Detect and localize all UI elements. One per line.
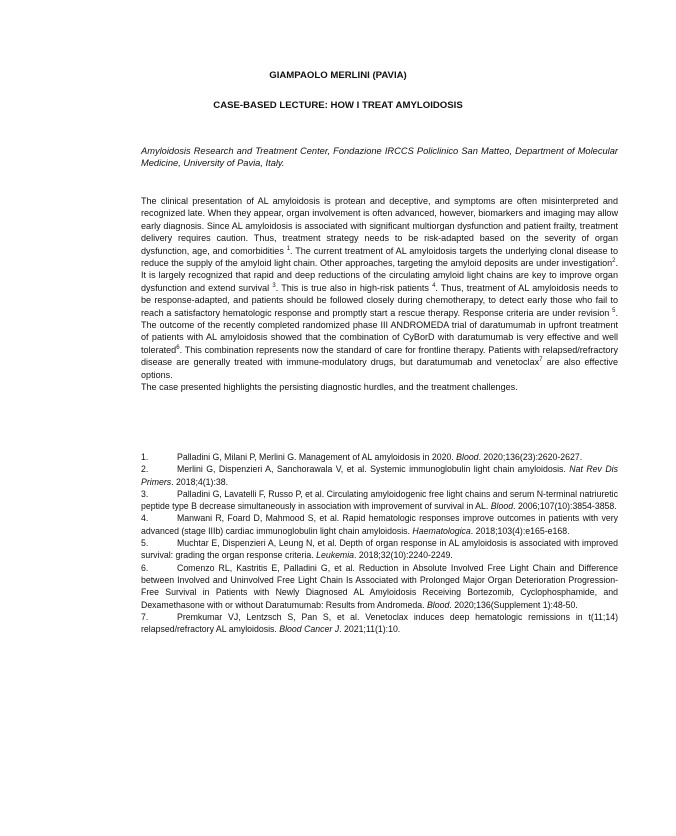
reference-item: 2. Merlini G, Dispenzieri A, Sanchorawala V, et al. Systemic immunoglobulin light chain amyloidosis. Nat Rev Dis Primers. 2018;4(1):38. <box>141 464 618 487</box>
lecture-title: CASE-BASED LECTURE: HOW I TREAT AMYLOIDOSIS <box>213 100 463 111</box>
reference-item: 6. Comenzo RL, Kastritis E, Palladini G, et al. Reduction in Absolute Involved Free Light Chain and Difference between Involved and Uninvolved Free Light Chain Is Associated with Prolonged Major Organ Deterioration Progression-Free Survival in Patients with Newly Diagnosed AL Amyloidosis Receiving Bortezomib, Cyclophosphamide, and Dexamethasone with or without Daratumumab: Results from Andromeda. Blood. 2020;136(Supplement 1):48-50. <box>141 562 618 610</box>
author-heading: GIAMPAOLO MERLINI (PAVIA) <box>269 70 407 81</box>
affiliation: Amyloidosis Research and Treatment Center, Fondazione IRCCS Policlinico San Matteo, Department of Molecular Medicine, University of Pavia, Italy. <box>141 146 618 169</box>
reference-item: 1. Palladini G, Milani P, Merlini G. Management of AL amyloidosis in 2020. Blood. 2020;136(23):2620-2627. <box>141 452 583 462</box>
citation-1: 1 <box>286 245 291 252</box>
reference-item: 4. Manwani R, Foard D, Mahmood S, et al. Rapid hematologic responses improve outcomes in patients with very advanced (stage IIIb) cardiac immunoglobulin light chain amyloidosis. Haematologica. 2018;103(4):e165-e168. <box>141 513 618 536</box>
reference-item: 5. Muchtar E, Dispenzieri A, Leung N, et al. Depth of organ response in AL amyloidosis is associated with improved survival: grading the organ response criteria. Leukemia. 2018;32(10):2240-2249. <box>141 538 618 561</box>
reference-item: 7. Premkumar VJ, Lentzsch S, Pan S, et al. Venetoclax induces deep hematologic remissions in t(11;14) relapsed/refractory AL amyloidosis. Blood Cancer J. 2021;11(1):10. <box>141 611 618 635</box>
reference-list <box>141 451 618 635</box>
citation-4: 4 <box>432 282 436 289</box>
citation-3: 3 <box>272 282 276 289</box>
abstract-paragraph: The clinical presentation of AL amyloidosis is protean and deceptive, and symptoms are often misinterpreted and recognized late. When they appear, organ involvement is often advanced, however, biomarkers and imaging may allow early diagnosis. Since AL amyloidosis is associated with significant multiorgan dysfunction and patient frailty, treatment delivery requires caution. Thus, treatment strategy needs to be risk-adapted based on the severity of organ dysfunction, age, and comorbidities $^1$. The current treatment of AL amyloidosis targets the underlying clonal disease to reduce the supply of the amyloid light chain. Other approaches, targeting the amyloid deposits are under investigation$^2$. It is largely recognized that rapid and deep reductions of the circulating amyloid light chains are key to improve organ dysfunction and extend survival $^3$. This is true also in high-risk patients $^4$. Thus, treatment of AL amyloidosis needs to be response-adapted, and patients should be followed closely during chemotherapy, to detect early those who fail to reach a satisfactory hematologic response and promptly start a rescue therapy. Response criteria are under revision $^5$. The outcome of the recently completed randomized phase III ANDROMEDA trial of daratumumab in upfront treatment of patients with AL amyloidosis showed that the combination of CyBorD with daratumumab is very effective and well tolerated$^6$. This combination represents now the standard of care for frontline therapy. Patients with relapsed/refractory disease are generally treated with immune-modulatory drugs, but daratumumab and venetoclax$^7$ are also effective options. <box>141 196 618 380</box>
abstract-closing: The case presented highlights the persisting diagnostic hurdles, and the treatment challenges. <box>141 382 518 393</box>
reference-item: 3. Palladini G, Lavatelli F, Russo P, et al. Circulating amyloidogenic free light chains and serum N-terminal natriuretic peptide type B decrease simultaneously in association with improvement of survival in AL. Blood. 2006;107(10):3854-3858. <box>141 488 618 512</box>
citation-5: 5 <box>612 307 616 314</box>
citation-7: 7 <box>539 357 543 364</box>
citation-6: 6 <box>176 344 180 351</box>
abstract <box>141 195 618 394</box>
citation-2: 2 <box>612 258 616 265</box>
